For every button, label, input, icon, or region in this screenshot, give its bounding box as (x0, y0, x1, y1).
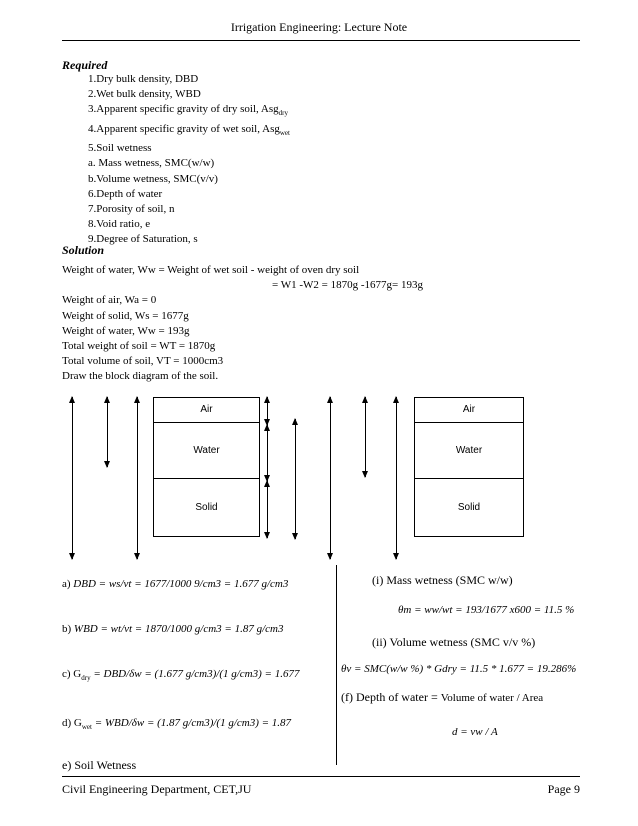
solution-text (62, 263, 423, 385)
air-layer: Air (154, 398, 259, 423)
arrow-right-total (330, 397, 331, 559)
footer-page-number: Page 9 (547, 782, 580, 796)
solution-line: Weight of solid, Ws = 1677g (62, 309, 189, 322)
arrow-left-solid (137, 397, 138, 559)
list-item: 4.Apparent specific gravity of wet soil, Asg$_{wet}$ (88, 122, 290, 137)
page-header: Irrigation Engineering: Lecture Note (230, 20, 408, 34)
solution-line: Draw the block diagram of the soil. (62, 370, 219, 383)
formula-theta-v: θv = SMC(w/w %) * Gdry = 11.5 * 1.677 = 19.286% (341, 663, 577, 675)
list-item: 2.Wet bulk density, WBD (88, 88, 201, 101)
arrow-left-solid-r (267, 481, 268, 538)
volume-wetness-label: (ii) Volume wetness (SMC v/v %) (372, 635, 536, 649)
formula-a: a) DBD = ws/vt = 1677/1000 9/cm3 = 1.677 g/cm3 (62, 578, 289, 590)
water-layer: Water (415, 423, 523, 479)
solution-heading: Solution (62, 243, 105, 257)
list-item: 9.Degree of Saturation, s (88, 233, 198, 246)
solution-line: Weight of water, Ww = Weight of wet soil - weight of oven dry soil (62, 264, 360, 276)
arrow-left-voids (107, 397, 108, 467)
arrow-right-voids (365, 397, 366, 477)
list-item: b.Volume wetness, SMC(v/v) (88, 172, 218, 185)
solid-layer: Solid (457, 502, 481, 513)
solid-layer: Solid (195, 502, 218, 513)
footer-rule (62, 776, 580, 777)
solution-line: Weight of water, Ww = 193g (62, 324, 190, 337)
arrow-left-water (267, 425, 268, 481)
formula-d: d) $G_{wet} = WBD/\delta w = (1.87$ g/cm3)/(1 g/cm3) = 1.87 (62, 717, 292, 732)
column-divider (336, 565, 337, 765)
list-item: a. Mass wetness, SMC(w/w) (88, 157, 215, 170)
required-list (88, 72, 290, 248)
solution-line: Total weight of soil = WT = 1870g (62, 340, 216, 353)
list-item: 7.Porosity of soil, n (88, 203, 175, 215)
footer-department: Civil Engineering Department, CET,JU (62, 782, 252, 796)
mass-wetness-label: (i) Mass wetness (SMC w/w) (372, 573, 513, 587)
soil-wetness-label: e) Soil Wetness (62, 758, 137, 772)
solution-line: Total volume of soil, VT = 1000cm3 (62, 355, 224, 368)
list-item: 6.Depth of water (88, 187, 163, 200)
formula-depth: d = vw / A (452, 726, 498, 738)
list-item: 8.Void ratio, e (88, 218, 151, 231)
formula-b: b) WBD = wt/vt = 1870/1000 g/cm3 = 1.87 g/cm3 (62, 623, 284, 635)
header-rule (62, 40, 580, 41)
solution-line: Weight of air, Wa = 0 (62, 294, 157, 307)
list-item: 5.Soil wetness (88, 142, 152, 155)
soil-block-right (414, 397, 524, 537)
list-item: 1.Dry bulk density, DBD (88, 73, 199, 85)
required-heading: Required (62, 58, 108, 72)
formula-c: c) $G_{dry} = DBD/\delta w = (1.677$ g/cm3)/(1 g/cm3) = 1.677 (62, 668, 300, 683)
list-item: 3.Apparent specific gravity of dry soil, Asg$_{dry}$ (88, 103, 288, 118)
arrow-left-air (267, 397, 268, 425)
arrow-left-vv (295, 419, 296, 539)
water-layer: Water (154, 423, 259, 479)
arrow-right-solid (396, 397, 397, 559)
arrow-left-total (72, 397, 73, 559)
solution-line: = W1 -W2 = 1870g -1677g= 193g (272, 279, 424, 292)
soil-block-left (153, 397, 260, 537)
formula-theta-m: θm = ww/wt = 193/1677 x600 = 11.5 % (398, 604, 575, 616)
depth-of-water-label: (f) Depth of water = Volume of water / Area (341, 690, 544, 704)
air-layer: Air (415, 398, 523, 423)
